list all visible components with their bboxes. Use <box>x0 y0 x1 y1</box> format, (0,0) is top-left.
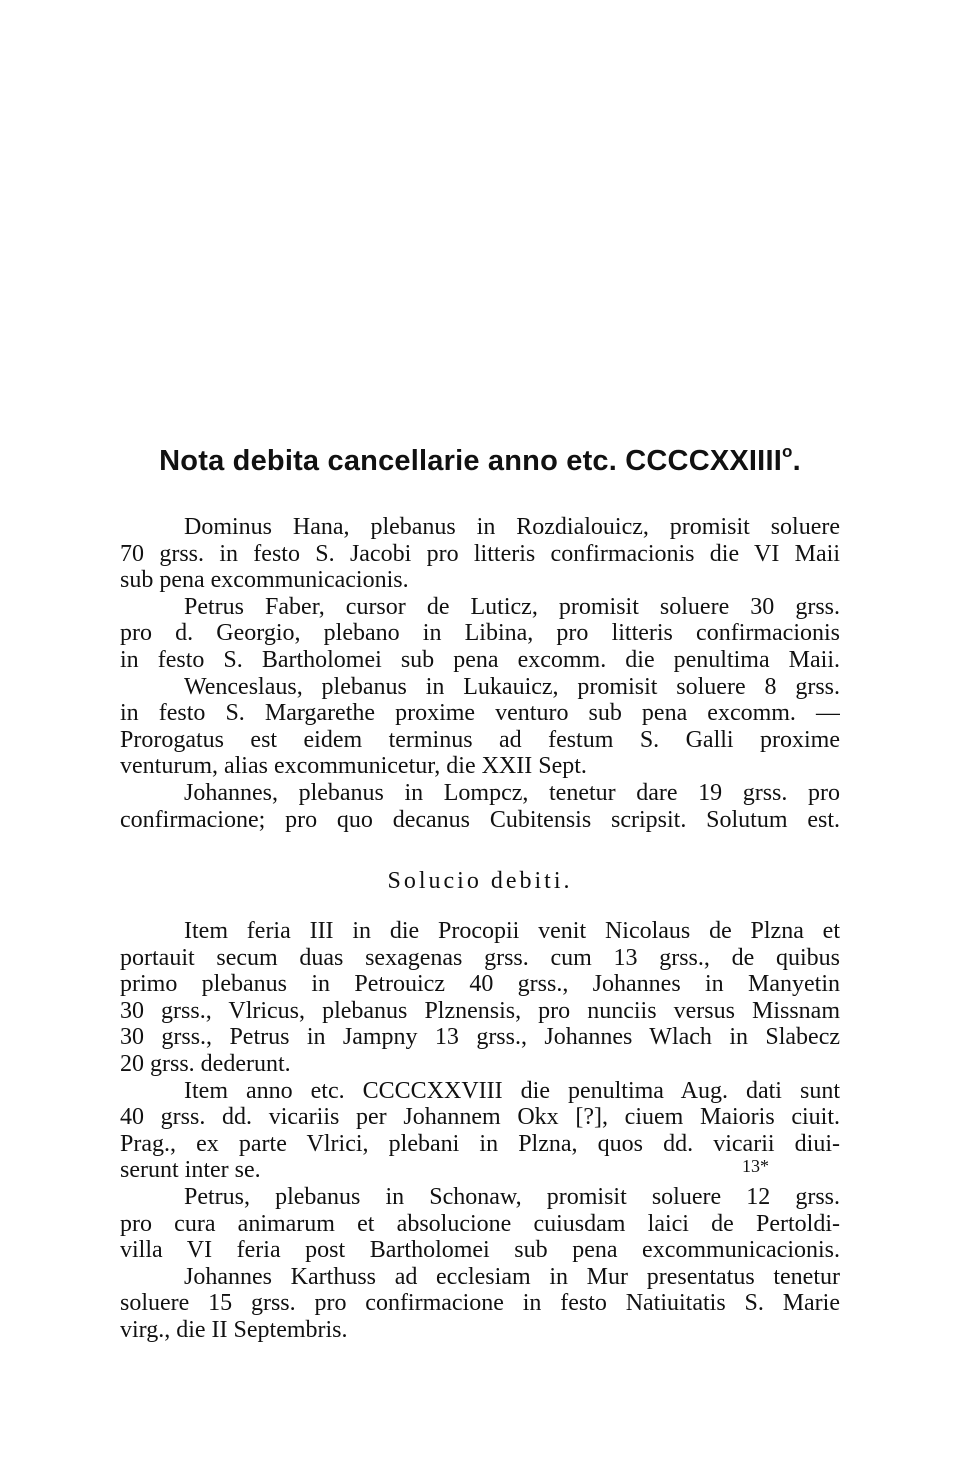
text-line: Petrus Faber, cursor de Luticz, promisit soluere 30 grss. <box>184 593 840 620</box>
text-line: Johannes Karthuss ad ecclesiam in Mur presentatus tenetur <box>184 1263 840 1290</box>
text-line: Prorogatus est eidem terminus ad festum S. Galli proxime <box>120 726 840 753</box>
text-line: virg., die II Septembris. <box>120 1316 348 1343</box>
text-line: 40 grss. dd. vicariis per Johannem Okx [?], ciuem Maioris ciuit. <box>120 1104 840 1131</box>
text-line: sub pena excommunicacionis. <box>120 567 409 594</box>
text-line: villa VI feria post Bartholomei sub pena excommunicacionis. <box>120 1237 840 1264</box>
text-line: soluere 15 grss. pro confirmacione in festo Natiuitatis S. Marie <box>120 1290 840 1317</box>
title-ordinal-suffix: o <box>781 442 793 461</box>
text-line: 20 grss. dederunt. <box>120 1050 291 1077</box>
text-line: Item feria III in die Procopii venit Nicolaus de Plzna et <box>184 918 840 944</box>
payment-entries-section <box>120 918 840 1344</box>
text-line: primo plebanus in Petrouicz 40 grss., Johannes in Manyetin <box>120 971 840 998</box>
text-line: in festo S. Margarethe proxime venturo sub pena excomm. — <box>120 700 840 727</box>
text-line: 70 grss. in festo S. Jacobi pro litteris confirmacionis die VI Maii <box>120 540 840 567</box>
text-line: pro d. Georgio, plebano in Libina, pro litteris confirmacionis <box>120 620 840 647</box>
text-line: Prag., ex parte Vlrici, plebani in Plzna, quos dd. vicarii diui- <box>120 1130 840 1157</box>
text-line: 30 grss., Vlricus, plebanus Plznensis, pro nunciis versus Missnam <box>120 997 840 1024</box>
text-line: Johannes, plebanus in Lompcz, tenetur dare 19 grss. pro <box>184 779 840 806</box>
text-line: Dominus Hana, plebanus in Rozdialouicz, promisit soluere <box>184 514 840 540</box>
text-line: Wenceslaus, plebanus in Lukauicz, promisit soluere 8 grss. <box>184 673 840 700</box>
text-line: serunt inter se. <box>120 1157 261 1184</box>
text-line: confirmacione; pro quo decanus Cubitensis scripsit. Solutum est. <box>120 806 840 833</box>
text-line: Item anno etc. CCCCXXVIII die penultima Aug. dati sunt <box>184 1077 840 1104</box>
page-number: 13* <box>742 1156 769 1176</box>
section-heading: Solucio debiti. <box>387 868 573 894</box>
text-line: pro cura animarum et absolucione cuiusdam laici de Pertoldi- <box>120 1210 840 1237</box>
text-line: 30 grss., Petrus in Jampny 13 grss., Johannes Wlach in Slabecz <box>120 1024 840 1051</box>
text-line: in festo S. Bartholomei sub pena excomm. die penultima Maii. <box>120 646 840 673</box>
title-text: Nota debita cancellarie anno etc. CCCCXXIIII <box>159 445 782 477</box>
title-end: . <box>792 445 801 477</box>
text-line: venturum, alias excommunicetur, die XXII Sept. <box>120 753 587 780</box>
page-title <box>120 443 840 479</box>
debt-entries-section <box>120 514 840 833</box>
text-line: Petrus, plebanus in Schonaw, promisit soluere 12 grss. <box>184 1183 840 1210</box>
text-line: portauit secum duas sexagenas grss. cum 13 grss., de quibus <box>120 944 840 971</box>
